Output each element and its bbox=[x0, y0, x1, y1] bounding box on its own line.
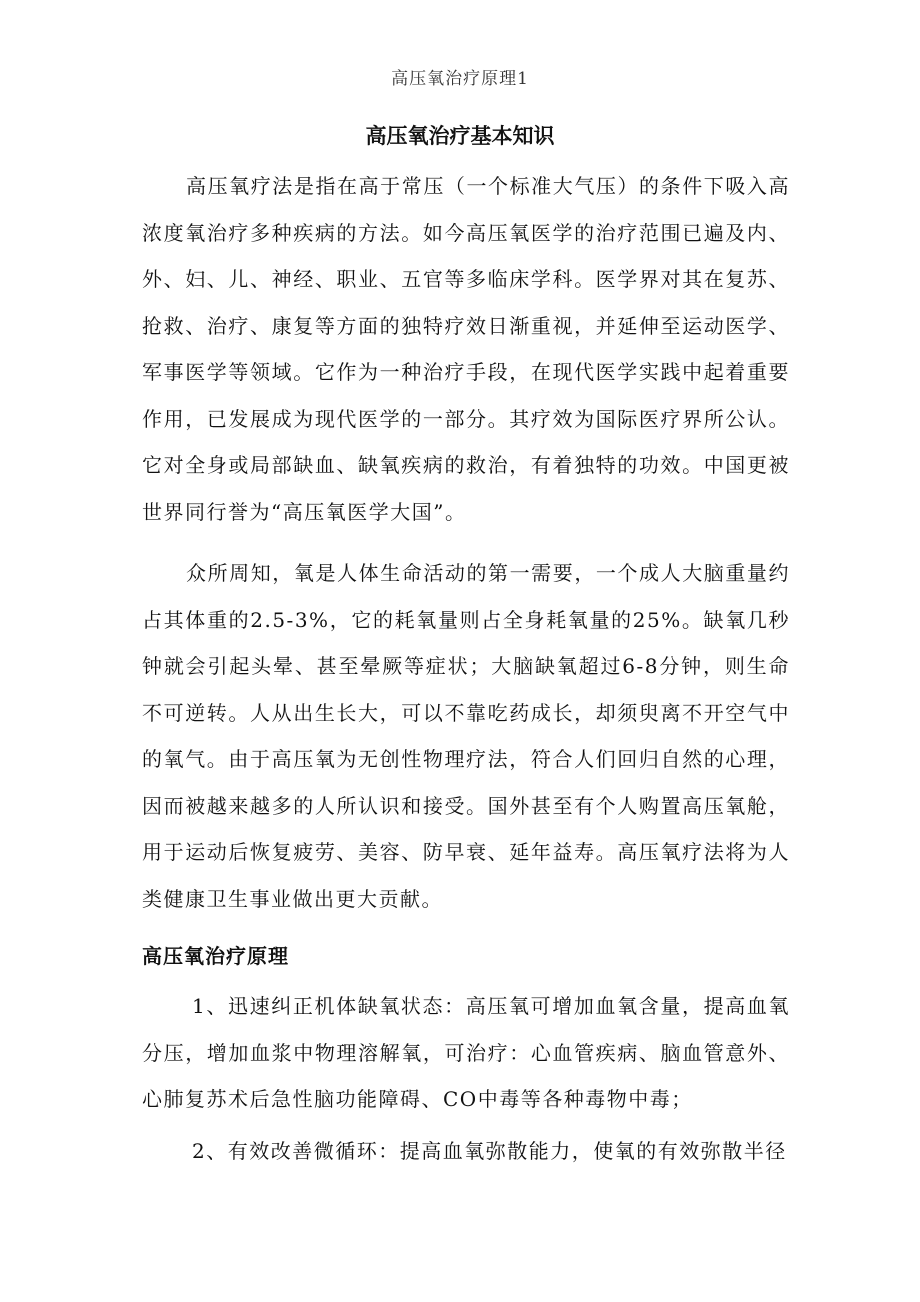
oxygen-importance-paragraph: 众所周知，氧是人体生命活动的第一需要，一个成人大脑重量约占其体重的2.5-3%，它的耗氧量则占全身耗氧量的25%。缺氧几秒钟就会引起头晕、甚至晕厥等症状；大脑缺氧超过6-8分钟，则生命不可逆转。人从出生长大，可以不靠吃药成长，却须臾离不开空气中的氧气。由于高压氧为无创性物理疗法，符合人们回归自然的心理，因而被越来越多的人所认识和接受。国外甚至有个人购置高压氧舱，用于运动后恢复疲劳、美容、防早衰、延年益寿。高压氧疗法将为人类健康卫生事业做出更大贡献。 bbox=[142, 561, 790, 911]
principle-item-1: 1、迅速纠正机体缺氧状态：高压氧可增加血氧含量，提高血氧分压，增加血浆中物理溶解氧，可治疗：心血管疾病、脑血管意外、心肺复苏术后急性脑功能障碍、CO中毒等各种毒物中毒； bbox=[142, 994, 790, 1111]
document-title: 高压氧治疗基本知识 bbox=[365, 124, 555, 148]
section-heading: 高压氧治疗原理 bbox=[142, 944, 289, 968]
intro-paragraph: 高压氧疗法是指在高于常压（一个标准大气压）的条件下吸入高浓度氧治疗多种疾病的方法。如今高压氧医学的治疗范围已遍及内、外、妇、儿、神经、职业、五官等多临床学科。医学界对其在复苏、抢救、治疗、康复等方面的独特疗效日渐重视，并延伸至运动医学、军事医学等领域。它作为一种治疗手段，在现代医学实践中起着重要作用，已发展成为现代医学的一部分。其疗效为国际医疗界所公认。它对全身或局部缺血、缺氧疾病的救治，有着独特的功效。中国更被世界同行誉为“高压氧医学大国”。 bbox=[142, 174, 790, 524]
running-header: 高压氧治疗原理1 bbox=[391, 69, 529, 89]
principle-item-2: 2、有效改善微循环：提高血氧弥散能力，使氧的有效弥散半径 bbox=[192, 1139, 787, 1163]
